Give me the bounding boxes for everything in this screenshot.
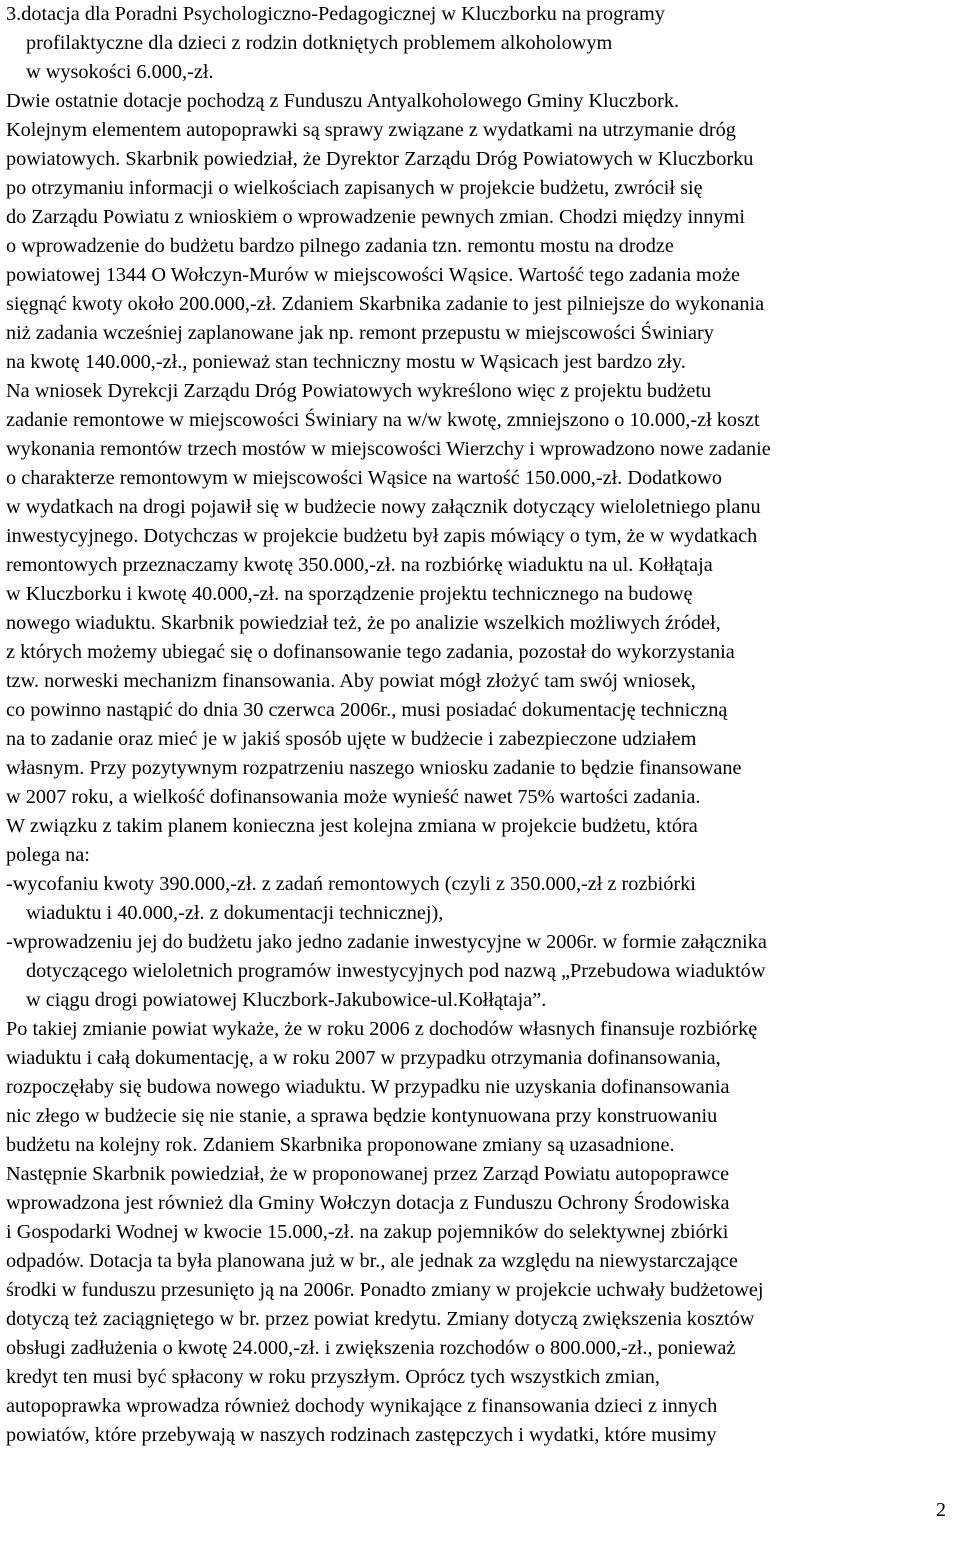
text-line: w Kluczborku i kwotę 40.000,-zł. na sporządzenie projektu technicznego na budowę [6, 583, 693, 605]
text-line: w wydatkach na drogi pojawił się w budżecie nowy załącznik dotyczący wieloletniego planu [6, 496, 761, 518]
text-line: odpadów. Dotacja ta była planowana już w br., ale jednak za względu na niewystarczające [6, 1250, 738, 1272]
text-line: środki w funduszu przesunięto ją na 2006r. Ponadto zmiany w projekcie uchwały budżetowej [6, 1279, 764, 1301]
list-item-continuation: dotyczącego wieloletnich programów inwestycyjnych pod nazwą „Przebudowa wiaduktów [26, 960, 766, 982]
text-line: wprowadzona jest również dla Gminy Wołczyn dotacja z Funduszu Ochrony Środowiska [6, 1192, 730, 1214]
list-item: -wprowadzeniu jej do budżetu jako jedno zadanie inwestycyjne w 2006r. w formie załącznika [6, 931, 767, 953]
list-item: -wycofaniu kwoty 390.000,-zł. z zadań remontowych (czyli z 350.000,-zł z rozbiórki [6, 873, 696, 895]
text-line: budżetu na kolejny rok. Zdaniem Skarbnika proponowane zmiany są uzasadnione. [6, 1134, 675, 1156]
text-line: na kwotę 140.000,-zł., ponieważ stan techniczny mostu w Wąsicach jest bardzo zły. [6, 351, 686, 373]
text-line: autopoprawka wprowadza również dochody wynikające z finansowania dzieci z innych [6, 1395, 718, 1417]
text-line: niż zadania wcześniej zaplanowane jak np. remont przepustu w miejscowości Świniary [6, 322, 714, 344]
text-line: 3.dotacja dla Poradni Psychologiczno-Pedagogicznej w Kluczborku na programy [6, 3, 665, 25]
text-line: Dwie ostatnie dotacje pochodzą z Funduszu Antyalkoholowego Gminy Kluczbork. [6, 90, 680, 112]
text-line: w wysokości 6.000,-zł. [26, 61, 214, 83]
text-line: do Zarządu Powiatu z wnioskiem o wprowadzenie pewnych zmian. Chodzi między innymi [6, 206, 745, 228]
text-line: sięgnąć kwoty około 200.000,-zł. Zdaniem Skarbnika zadanie to jest pilniejsze do wykonania [6, 293, 765, 315]
page-number: 2 [936, 1499, 946, 1521]
text-line: Na wniosek Dyrekcji Zarządu Dróg Powiatowych wykreślono więc z projektu budżetu [6, 380, 712, 402]
text-line: tzw. norweski mechanizm finansowania. Aby powiat mógł złożyć tam swój wniosek, [6, 670, 696, 692]
list-item-continuation: wiaduktu i 40.000,-zł. z dokumentacji technicznej), [26, 902, 444, 924]
text-line: i Gospodarki Wodnej w kwocie 15.000,-zł. na zakup pojemników do selektywnej zbiórki [6, 1221, 729, 1243]
text-line: rozpoczęłaby się budowa nowego wiaduktu. W przypadku nie uzyskania dofinansowania [6, 1076, 730, 1098]
text-line: dotyczą też zaciągniętego w br. przez powiat kredytu. Zmiany dotyczą zwiększenia kosztów [6, 1308, 755, 1330]
text-line: inwestycyjnego. Dotychczas w projekcie budżetu był zapis mówiący o tym, że w wydatkach [6, 525, 758, 547]
text-line: nic złego w budżecie się nie stanie, a sprawa będzie kontynuowana przy konstruowaniu [6, 1105, 718, 1127]
text-line: nowego wiaduktu. Skarbnik powiedział też, że po analizie wszelkich możliwych źródeł, [6, 612, 721, 634]
text-line: polega na: [6, 844, 90, 866]
text-line: po otrzymaniu informacji o wielkościach zapisanych w projekcie budżetu, zwrócił się [6, 177, 703, 199]
list-item-continuation: w ciągu drogi powiatowej Kluczbork-Jakubowice-ul.Kołłątaja”. [26, 989, 547, 1011]
text-line: obsługi zadłużenia o kwotę 24.000,-zł. i zwiększenia rozchodów o 800.000,-zł., ponieważ [6, 1337, 736, 1359]
document-page [6, 0, 956, 1547]
text-line: Kolejnym elementem autopoprawki są sprawy związane z wydatkami na utrzymanie dróg [6, 119, 736, 141]
text-line: w 2007 roku, a wielkość dofinansowania może wynieść nawet 75% wartości zadania. [6, 786, 701, 808]
text-line: powiatów, które przebywają w naszych rodzinach zastępczych i wydatki, które musimy [6, 1424, 717, 1446]
text-line: Po takiej zmianie powiat wykaże, że w roku 2006 z dochodów własnych finansuje rozbiórkę [6, 1018, 758, 1040]
text-line: własnym. Przy pozytywnym rozpatrzeniu naszego wniosku zadanie to będzie finansowane [6, 757, 742, 779]
text-line: o wprowadzenie do budżetu bardzo pilnego zadania tzn. remontu mostu na drodze [6, 235, 674, 257]
text-line: zadanie remontowe w miejscowości Świniary na w/w kwotę, zmniejszono o 10.000,-zł koszt [6, 409, 760, 431]
text-line: o charakterze remontowym w miejscowości Wąsice na wartość 150.000,-zł. Dodatkowo [6, 467, 723, 489]
text-line: wykonania remontów trzech mostów w miejscowości Wierzchy i wprowadzono nowe zadanie [6, 438, 771, 460]
text-line: co powinno nastąpić do dnia 30 czerwca 2006r., musi posiadać dokumentację techniczną [6, 699, 728, 721]
text-line: Następnie Skarbnik powiedział, że w proponowanej przez Zarząd Powiatu autopoprawce [6, 1163, 730, 1185]
text-line: powiatowej 1344 O Wołczyn-Murów w miejscowości Wąsice. Wartość tego zadania może [6, 264, 740, 286]
text-line: z których możemy ubiegać się o dofinansowanie tego zadania, pozostał do wykorzystania [6, 641, 735, 663]
text-line: na to zadanie oraz mieć je w jakiś sposób ujęte w budżecie i zabezpieczone udziałem [6, 728, 697, 750]
text-line: kredyt ten musi być spłacony w roku przyszłym. Oprócz tych wszystkich zmian, [6, 1366, 660, 1388]
text-line: powiatowych. Skarbnik powiedział, że Dyrektor Zarządu Dróg Powiatowych w Kluczborku [6, 148, 754, 170]
text-line: remontowych przeznaczamy kwotę 350.000,-zł. na rozbiórkę wiaduktu na ul. Kołłątaja [6, 554, 713, 576]
text-line: wiaduktu i całą dokumentację, a w roku 2007 w przypadku otrzymania dofinansowania, [6, 1047, 721, 1069]
text-line: profilaktyczne dla dzieci z rodzin dotkniętych problemem alkoholowym [26, 32, 613, 54]
text-line: W związku z takim planem konieczna jest kolejna zmiana w projekcie budżetu, która [6, 815, 698, 837]
